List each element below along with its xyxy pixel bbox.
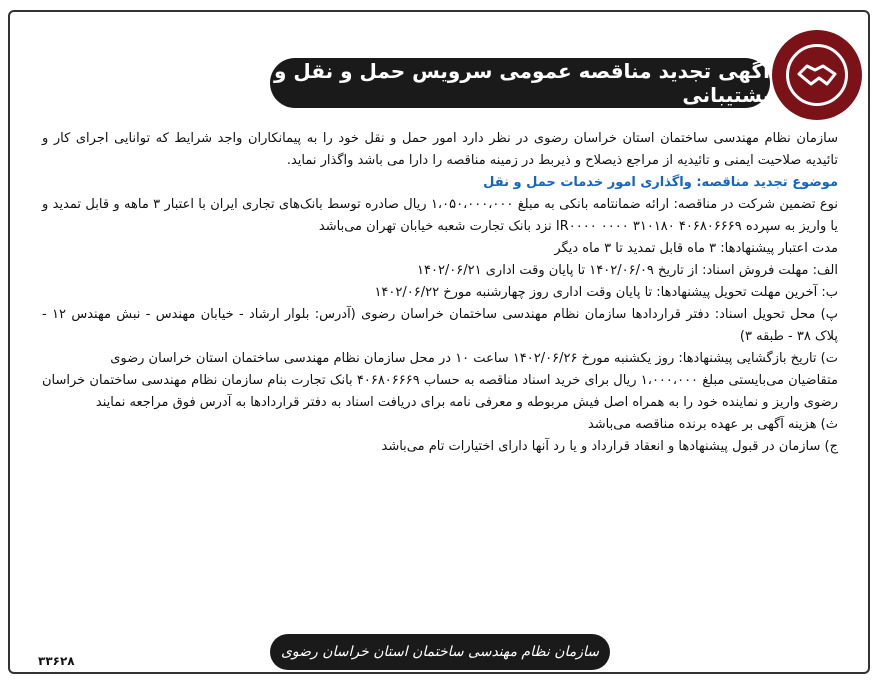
title-banner [270,58,770,108]
footer-organization: سازمان نظام مهندسی ساختمان استان خراسان رضوی [280,644,600,660]
validity-line: مدت اعتبار پیشنهادها: ۳ ماه قابل تمدید تا ۳ ماه دیگر [554,241,838,256]
subject-line: موضوع تجدید مناقصه: واگذاری امور خدمات حمل و نقل [483,175,838,190]
list-item: متقاضیان می‌بایستی مبلغ ۱،۰۰۰،۰۰۰ ریال برای خرید اسناد مناقصه به حساب ۴۰۶۸۰۶۶۶۹ بانک تجارت بنام سازمان نظام مهندسی ساختمان خراسان رضوی واریز و نماینده خود را به همراه اصل فیش مربوطه و معرفی نامه برای دریافت اسناد به دفتر قراردادها به آدرس فوق مراجعه نمایند [42,373,839,410]
footer-banner [270,634,610,670]
page-title: آگهی تجدید مناقصه عمومی سرویس حمل و نقل و پشتیبانی [274,59,770,107]
list-item: ب: آخرین مهلت تحویل پیشنهادها: تا پایان وقت اداری روز چهارشنبه مورخ ۱۴۰۲/۰۶/۲۲ [374,285,838,300]
ad-body [42,128,838,458]
list-item: پ) محل تحویل اسناد: دفتر قراردادها سازمان نظام مهندسی ساختمان خراسان رضوی (آدرس: بلوار ارشاد - خیابان مهندس - نبش مهندس ۱۲ - پلاک ۳۸ - طبقه ۳) [42,307,838,344]
list-item: الف: مهلت فروش اسناد: از تاریخ ۱۴۰۲/۰۶/۰۹ تا پایان وقت اداری ۱۴۰۲/۰۶/۲۱ [417,263,838,278]
organization-logo [772,30,862,120]
intro-paragraph: سازمان نظام مهندسی ساختمان استان خراسان رضوی در نظر دارد امور حمل و نقل خود را به پیمانکاران واجد شرایط که توانایی اجرای کار و تائیدیه صلاحیت ایمنی و تائیدیه از مراجع ذیصلاح و ذیربط در زمینه مناقصه را دارا می باشد واگذار نماید. [42,131,838,168]
list-item: ج) سازمان در قبول پیشنهادها و انعقاد قرارداد و یا رد آنها دارای اختیارات تام می‌باشد [381,439,838,454]
list-item: ث) هزینه آگهی بر عهده برنده مناقصه می‌باشد [587,417,838,432]
ad-code: ۳۳۶۲۸ [38,654,75,668]
handshake-icon [786,44,848,106]
guarantee-paragraph: نوع تضمین شرکت در مناقصه: ارائه ضمانتامه بانکی به مبلغ ۱،۰۵۰،۰۰۰،۰۰۰ ریال صادره توسط بانک‌های تجاری ایران با اعتبار ۳ ماهه و قابل تمدید و یا واریز به سپرده ۴۰۶۸۰۶۶۶۹ IR۰۰۰۰ ۰۰۰۰ ۳۱۰۱۸۰ نزد بانک تجارت شعبه خیابان تهران می‌باشد [42,197,838,234]
list-item: ت) تاریخ بازگشایی پیشنهادها: روز یکشنبه مورخ ۱۴۰۲/۰۶/۲۶ ساعت ۱۰ در محل سازمان نظام مهندسی ساختمان استان خراسان رضوی [110,351,838,366]
